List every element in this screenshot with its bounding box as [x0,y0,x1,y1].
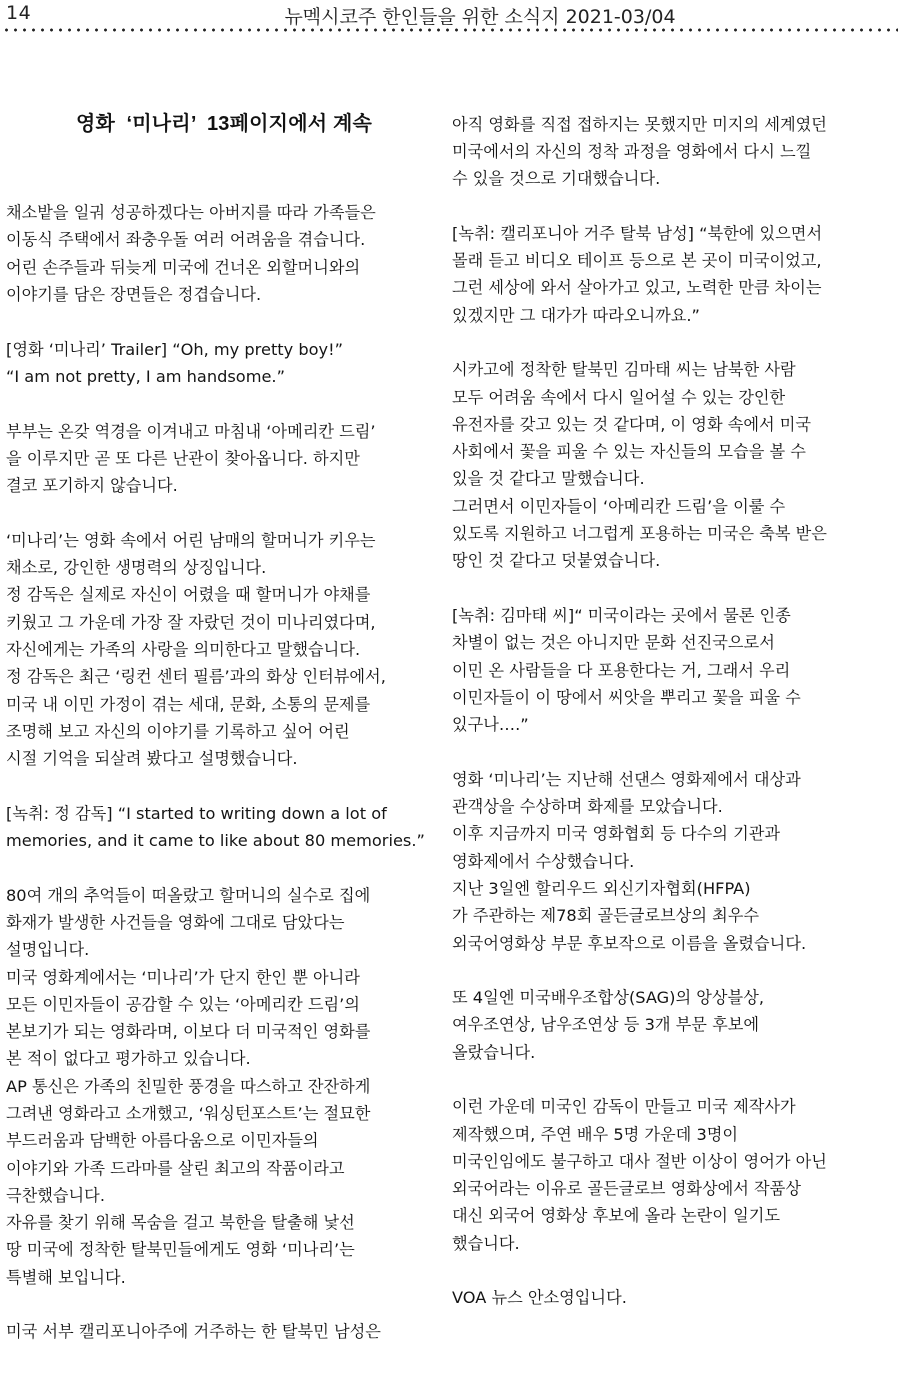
text-line: 부부는 온갖 역경을 이겨내고 마침내 ‘아메리칸 드림’ [6,421,376,441]
text-line: 땅인 것 같다고 덧붙였습니다. [452,551,661,571]
text-line: 부드러움과 담백한 아름다움으로 이민자들의 [6,1131,319,1151]
text-line: AP 통신은 가족의 친밀한 풍경을 따스하고 잔잔하게 [6,1076,371,1096]
text-line: 영화제에서 수상했습니다. [452,851,635,871]
text-line [452,1257,898,1284]
text-line: 가 주관하는 제78회 골든글로브상의 최우수 [452,906,760,926]
text-line: memories, and it came to like about 80 memories.” [6,831,425,851]
text-line: 여우조연상, 남우조연상 등 3개 부문 후보에 [452,1015,760,1035]
text-line: 올랐습니다. [452,1042,536,1062]
text-line: 자신에게는 가족의 사랑을 의미한다고 말했습니다. [6,639,361,659]
text-line: [녹취: 김마태 씨]“ 미국이라는 곳에서 물론 인종 [452,605,791,625]
text-line: 그려낸 영화라고 소개했고, ‘워싱턴포스트’는 절묘한 [6,1103,371,1123]
text-line: 제작했으며, 주연 배우 5명 가운데 3명이 [452,1124,739,1144]
text-line: 있도록 지원하고 너그럽게 포용하는 미국은 축복 받은 [452,524,827,544]
text-line: 시절 기억을 되살려 봤다고 설명했습니다. [6,749,298,769]
text-line: 미국 영화계에서는 ‘미나리’가 단지 한인 뿐 아니라 [6,967,360,987]
text-line: 시카고에 정착한 탈북민 김마태 씨는 남북한 사람 [452,360,796,380]
text-line: 어린 손주들과 뒤늦게 미국에 건너온 외할머니와의 [6,257,361,277]
text-line: 영화 ‘미나리’는 지난해 선댄스 영화제에서 대상과 [452,769,801,789]
text-line: 지난 3일엔 할리우드 외신기자협회(HFPA) [452,878,751,898]
text-line: 특별해 보입니다. [6,1267,126,1287]
text-line: 화재가 발생한 사건들을 영화에 그대로 담았다는 [6,912,345,932]
text-line: [영화 ‘미나리’ Trailer] “Oh, my pretty boy!” [6,339,343,359]
text-line: 미국인임에도 불구하고 대사 절반 이상이 영어가 아닌 [452,1151,827,1171]
text-line: 유전자를 갖고 있는 것 같다며, 이 영화 속에서 미국 [452,414,812,434]
text-line [452,1066,898,1093]
text-line: 극찬했습니다. [6,1185,105,1205]
right-column-body [452,111,898,1312]
text-line: 조명해 보고 자신의 이야기를 기록하고 싶어 어린 [6,721,350,741]
text-line: 관객상을 수상하며 화제를 모았습니다. [452,797,723,817]
text-line: 차별이 없는 것은 아니지만 문화 선진국으로서 [452,633,775,653]
text-line: 외국어영화상 부문 후보작으로 이름을 올렸습니다. [452,933,807,953]
left-column-body [6,199,442,1345]
text-line: 수 있을 것으로 기대했습니다. [452,169,661,189]
text-line: 채소밭을 일궈 성공하겠다는 아버지를 따라 가족들은 [6,203,376,223]
text-line: 미국에서의 자신의 정착 과정을 영화에서 다시 느낄 [452,141,812,161]
left-column [6,56,442,1373]
text-line: 했습니다. [452,1233,520,1253]
text-line: 을 이루지만 곧 또 다른 난관이 찾아옵니다. 하지만 [6,448,360,468]
text-line: 있겠지만 그 대가가 따라오니까요.” [452,305,700,325]
dotted-divider [2,28,898,32]
text-line: 설명입니다. [6,940,90,960]
text-line [6,390,442,417]
text-line: 또 4일엔 미국배우조합상(SAG)의 앙상블상, [452,988,764,1008]
text-line: 사회에서 꽃을 피울 수 있는 자신들의 모습을 볼 수 [452,442,806,462]
text-line: 이동식 주택에서 좌충우돌 여러 어려움을 겪습니다. [6,230,366,250]
text-line [6,499,442,526]
text-line: 이후 지금까지 미국 영화협회 등 다수의 기관과 [452,824,780,844]
text-line: 키웠고 그 가운데 가장 잘 자랐던 것이 미나리였다며, [6,612,376,632]
page-number: 14 [6,2,32,24]
text-line [6,308,442,335]
text-line: [녹취: 캘리포니아 거주 탈북 남성] “북한에 있으면서 [452,223,823,243]
text-line [6,854,442,881]
text-line: 채소로, 강인한 생명력의 상징입니다. [6,558,267,578]
text-line: 미국 서부 캘리포니아주에 거주하는 한 탈북민 남성은 [6,1322,381,1342]
text-line: 모두 어려움 속에서 다시 일어설 수 있는 강인한 [452,387,786,407]
article-headline: 영화 ‘미나리’ 13페이지에서 계속 [75,112,373,135]
text-line: “I am not pretty, I am handsome.” [6,366,285,386]
text-line: VOA 뉴스 안소영입니다. [452,1288,627,1308]
text-line [452,738,898,765]
text-line: 자유를 찾기 위해 목숨을 걸고 북한을 탈출해 낯선 [6,1213,355,1233]
text-line [452,575,898,602]
page-header [0,0,900,28]
right-column [452,56,898,1339]
text-line [452,329,898,356]
text-line: 그런 세상에 와서 살아가고 있고, 노력한 만큼 차이는 [452,278,822,298]
text-line: ‘미나리’는 영화 속에서 어린 남매의 할머니가 키우는 [6,530,376,550]
text-line: 이런 가운데 미국인 감독이 만들고 미국 제작사가 [452,1097,796,1117]
text-line: 결코 포기하지 않습니다. [6,476,178,496]
text-line: 있을 것 같다고 말했습니다. [452,469,645,489]
text-line: 본보기가 되는 영화라며, 이보다 더 미국적인 영화를 [6,1022,371,1042]
text-line: 외국어라는 이유로 골든글로브 영화상에서 작품상 [452,1179,801,1199]
text-line: 이야기를 담은 장면들은 정겹습니다. [6,285,262,305]
text-line: 정 감독은 최근 ‘링컨 센터 필름’과의 화상 인터뷰에서, [6,667,386,687]
text-line: 이민 온 사람들을 다 포용한다는 거, 그래서 우리 [452,660,791,680]
text-line: 본 적이 없다고 평가하고 있습니다. [6,1049,251,1069]
text-line: 모든 이민자들이 공감할 수 있는 ‘아메리칸 드림’의 [6,994,360,1014]
text-line: 80여 개의 추억들이 떠올랐고 할머니의 실수로 집에 [6,885,371,905]
text-line: 이민자들이 이 땅에서 씨앗을 뿌리고 꽃을 피울 수 [452,687,801,707]
newsletter-title: 뉴멕시코주 한인들을 위한 소식지 2021-03/04 [284,6,676,28]
text-line: [녹취: 정 감독] “I started to writing down a lot of [6,803,387,823]
text-line: 몰래 듣고 비디오 테이프 등으로 본 곳이 미국이었고, [452,251,822,271]
text-line: 이야기와 가족 드라마를 살린 최고의 작품이라고 [6,1158,345,1178]
text-line [452,957,898,984]
text-line: 땅 미국에 정착한 탈북민들에게도 영화 ‘미나리’는 [6,1240,355,1260]
text-line [6,772,442,799]
text-line: 미국 내 이민 가정이 겪는 세대, 문화, 소통의 문제를 [6,694,371,714]
text-line: 대신 외국어 영화상 후보에 올라 논란이 일기도 [452,1206,780,1226]
text-line: 정 감독은 실제로 자신이 어렸을 때 할머니가 야채를 [6,585,371,605]
text-line: 그러면서 이민자들이 ‘아메리칸 드림’을 이룰 수 [452,496,786,516]
text-line [452,192,898,219]
text-line: 아직 영화를 직접 접하지는 못했지만 미지의 세계였던 [452,114,827,134]
text-line [6,1291,442,1318]
text-line: 있구나….” [452,715,529,735]
